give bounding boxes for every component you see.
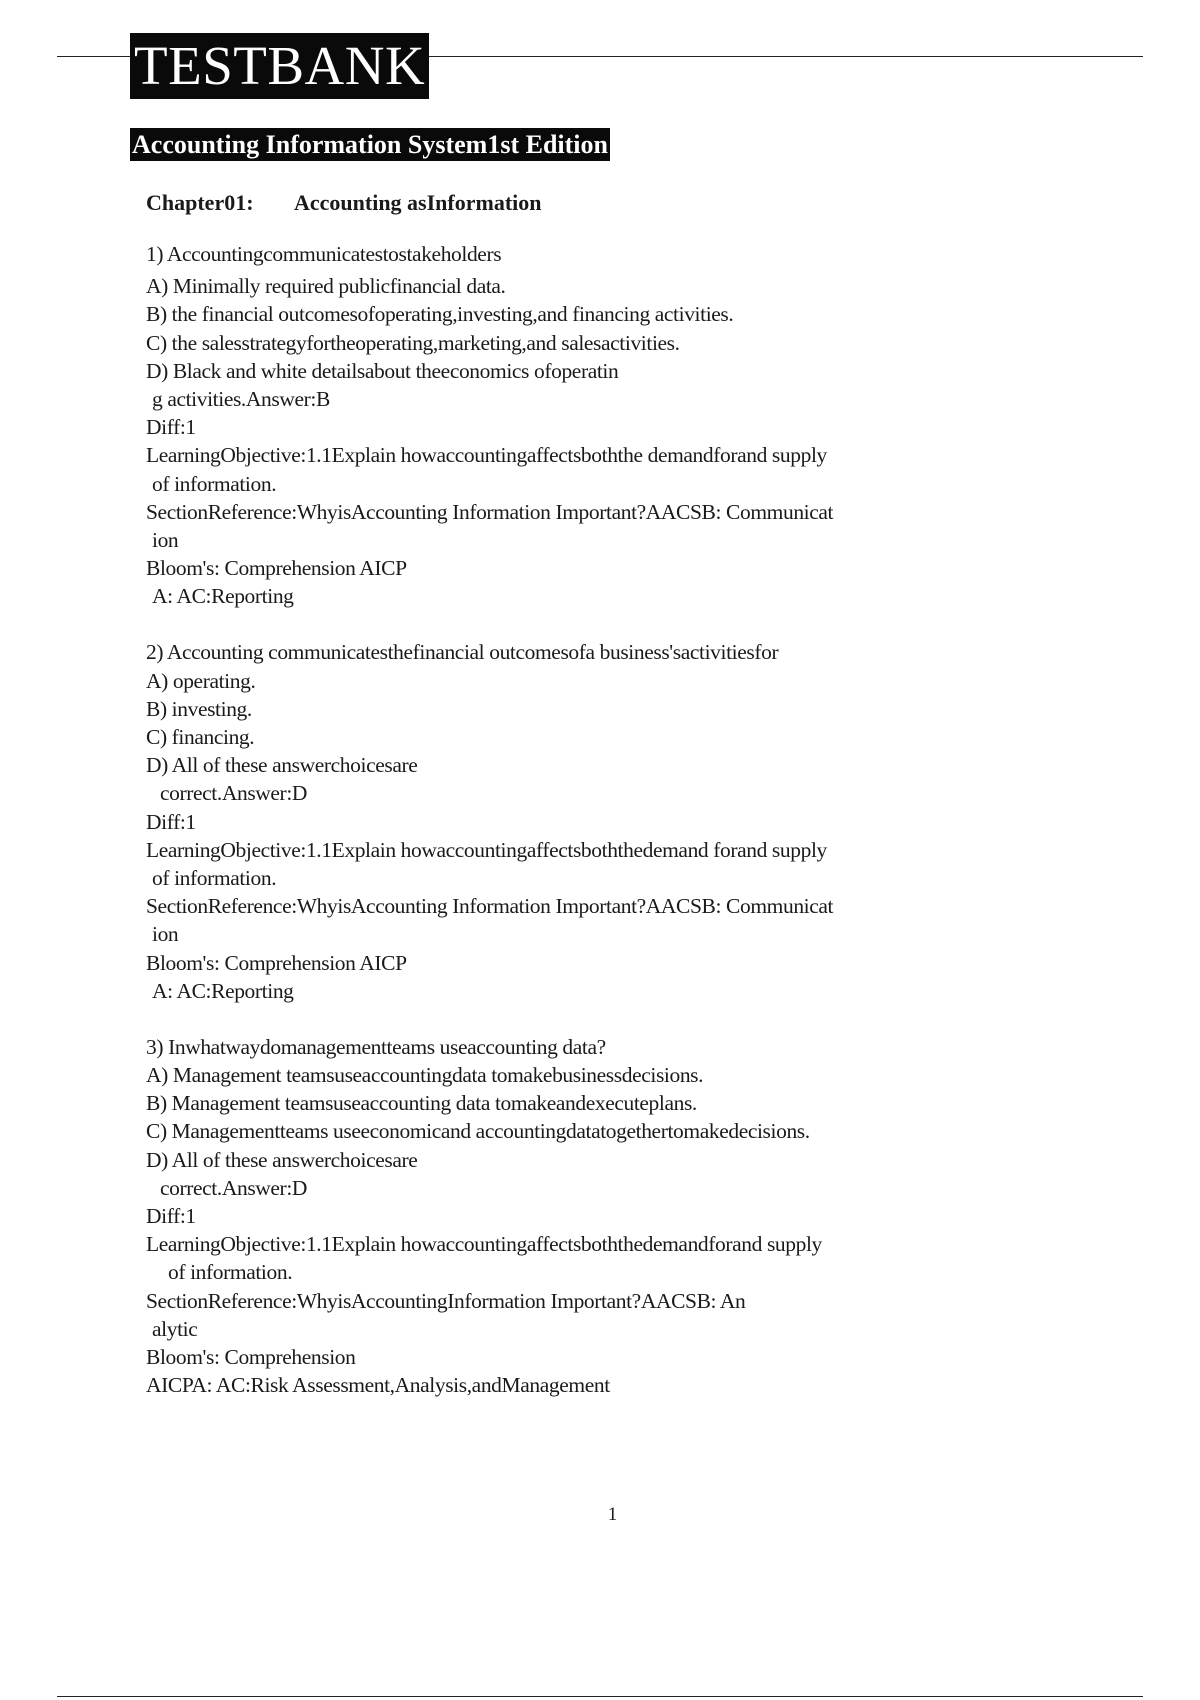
chapter-label: Chapter01:	[146, 190, 254, 215]
aicpa-category: AICPA: AC:Risk Assessment,Analysis,andManagement	[146, 1373, 610, 1398]
blooms-level: Bloom's: Comprehension AICP	[146, 556, 407, 581]
aicpa-category: A: AC:Reporting	[152, 584, 294, 609]
difficulty: Diff:1	[146, 809, 196, 834]
chapter-heading	[146, 188, 542, 218]
blooms-level: Bloom's: Comprehension AICP	[146, 950, 407, 975]
answer-line: correct.Answer:D	[160, 1175, 308, 1200]
question-item-2	[146, 638, 1046, 1004]
answer-option-a: A) operating.	[146, 668, 256, 693]
difficulty: Diff:1	[146, 1204, 196, 1228]
section-reference: SectionReference:WhyisAccounting Information Important?AACSB: Communicat	[146, 894, 834, 919]
question-item-3	[146, 1033, 1046, 1399]
page-number: 1	[607, 1504, 618, 1525]
answer-option-a: A) Management teamsuseaccountingdata tomakebusinessdecisions.	[146, 1063, 704, 1088]
section-reference-continued: ion	[152, 922, 179, 947]
section-reference: SectionReference:WhyisAccounting Information Important?AACSB: Communicat	[146, 499, 834, 524]
question-stem: 1) Accountingcommunicatestostakeholders	[146, 242, 502, 266]
question-stem: 2) Accounting communicatesthefinancial outcomesofa business'sactivitiesfor	[146, 640, 779, 665]
learning-objective: LearningObjective:1.1Explain howaccountingaffectsboththe demandforand supply	[146, 443, 827, 468]
answer-option-a: A) Minimally required publicfinancial data.	[146, 274, 506, 299]
testbank-banner: TESTBANK	[130, 33, 429, 99]
answer-option-b: B) the financial outcomesofoperating,investing,and financing activities.	[146, 302, 734, 327]
book-title-banner: Accounting Information System1st Edition	[132, 130, 608, 159]
learning-objective: LearningObjective:1.1Explain howaccountingaffectsboththedemand forand supply	[146, 837, 827, 862]
answer-option-c: C) the salesstrategyfortheoperating,marketing,and salesactivities.	[146, 330, 680, 355]
answer-option-b: B) investing.	[146, 696, 252, 721]
section-reference: SectionReference:WhyisAccountingInformation Important?AACSB: An	[146, 1288, 746, 1313]
answer-option-d: D) All of these answerchoicesare	[146, 753, 418, 778]
bottom-rule	[57, 1696, 1143, 1697]
chapter-title: Accounting asInformation	[294, 190, 542, 215]
section-reference-continued: alytic	[152, 1316, 198, 1341]
blooms-level: Bloom's: Comprehension	[146, 1344, 356, 1369]
question-list	[146, 240, 1046, 1399]
answer-option-d: D) Black and white detailsabout theeconomics ofoperatin	[146, 358, 619, 383]
section-reference-continued: ion	[152, 527, 179, 552]
answer-option-d: D) All of these answerchoicesare	[146, 1147, 418, 1172]
learning-objective: LearningObjective:1.1Explain howaccountingaffectsboththedemandforand supply	[146, 1232, 822, 1257]
difficulty: Diff:1	[146, 415, 196, 440]
learning-objective-continued: of information.	[152, 865, 277, 890]
answer-option-c: C) financing.	[146, 725, 255, 749]
question-stem: 3) Inwhatwaydomanagementteams useaccounting data?	[146, 1034, 606, 1059]
learning-objective-continued: of information.	[152, 471, 277, 496]
question-item-1	[146, 240, 1046, 610]
aicpa-category: A: AC:Reporting	[152, 978, 294, 1003]
answer-option-b: B) Management teamsuseaccounting data tomakeandexecuteplans.	[146, 1091, 697, 1116]
answer-line: correct.Answer:D	[160, 781, 308, 806]
answer-line: g activities.Answer:B	[152, 386, 330, 411]
learning-objective-continued: of information.	[168, 1260, 293, 1285]
answer-option-c: C) Managementteams useeconomicand accountingdatatogethertomakedecisions.	[146, 1119, 810, 1144]
